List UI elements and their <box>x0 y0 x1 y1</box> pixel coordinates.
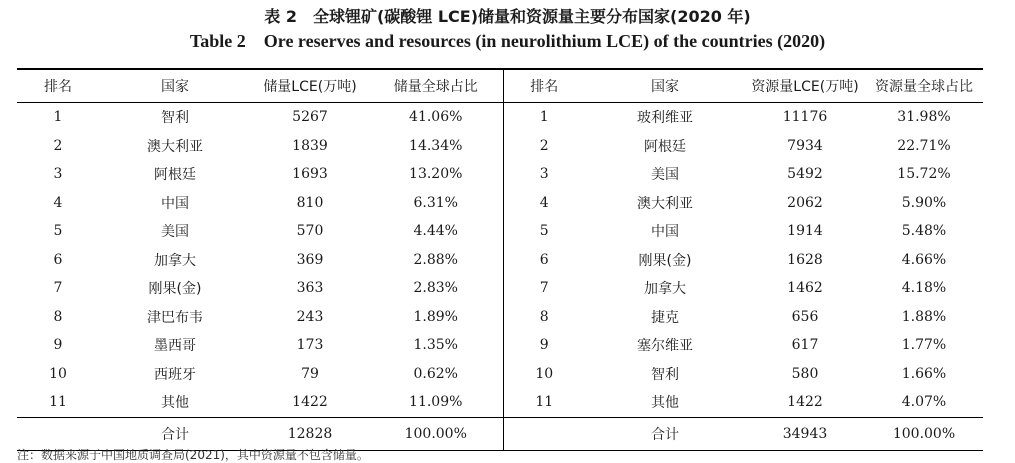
total-reserves-share: 100.00% <box>369 417 503 450</box>
cell-reserves-share: 1.89% <box>369 303 503 332</box>
cell-country-2: 美国 <box>651 167 679 184</box>
cell-rank-2: 7 <box>539 280 549 297</box>
total-resources-value: 34943 <box>745 417 865 450</box>
cell-resources: 1914 <box>787 223 823 240</box>
cell-resources: 617 <box>791 337 819 354</box>
cell-resources-share: 31.98% <box>897 109 951 126</box>
table-note: 注：数据来源于中国地质调查局(2021)，其中资源量不包含储量。 <box>17 448 369 462</box>
cell-resources-share: 1.88% <box>901 308 947 325</box>
cell-country: 阿根廷 <box>154 167 196 184</box>
cell-rank: 1 <box>53 109 63 126</box>
table-row <box>17 388 983 417</box>
table-row <box>17 217 983 246</box>
cell-country: 墨西哥 <box>154 338 196 355</box>
cell-resources: 1462 <box>787 280 823 297</box>
cell-reserves: 79 <box>301 365 319 382</box>
cell-country: 其他 <box>161 395 189 412</box>
cell-reserves: 173 <box>296 337 324 354</box>
cell-rank: 4 <box>53 194 63 211</box>
cell-reserves: 1839 <box>292 137 328 154</box>
cell-country-2: 刚果(金) <box>638 252 692 269</box>
cell-rank-2: 11 <box>535 394 554 411</box>
cell-rank-2: 3 <box>539 166 549 183</box>
cell-reserves-share: 13.20% <box>369 160 503 189</box>
cell-rank: 3 <box>53 166 63 183</box>
cell-rank-2: 9 <box>539 337 549 354</box>
cell-reserves-share: 6.31% <box>369 189 503 218</box>
cell-country: 智利 <box>161 110 189 127</box>
cell-reserves: 243 <box>296 308 324 325</box>
cell-country-2: 玻利维亚 <box>637 110 693 127</box>
cell-rank: 9 <box>53 337 63 354</box>
cell-rank-2: 5 <box>539 223 549 240</box>
total-reserves-value: 12828 <box>251 417 369 450</box>
cell-reserves-share: 4.44% <box>369 217 503 246</box>
cell-rank-2: 4 <box>539 194 549 211</box>
cell-rank-2: 8 <box>539 308 549 325</box>
reserves-resources-table <box>17 68 983 451</box>
cell-resources: 580 <box>791 365 819 382</box>
table-row <box>17 189 983 218</box>
cell-resources-share: 22.71% <box>897 137 951 154</box>
table-title-chinese: 表 2 全球锂矿(碳酸锂 LCE)储量和资源量主要分布国家(2020 年) <box>264 7 751 26</box>
cell-resources: 7934 <box>787 137 823 154</box>
cell-rank: 8 <box>53 308 63 325</box>
cell-rank-2: 1 <box>539 109 549 126</box>
cell-reserves-share: 0.62% <box>369 360 503 389</box>
table-title-english: Table 2 Ore reserves and resources (in neurolithium LCE) of the countries (2020) <box>189 31 826 51</box>
header-resources-share: 资源量全球占比 <box>865 69 983 103</box>
header-row <box>17 69 983 103</box>
cell-resources: 1628 <box>787 251 823 268</box>
cell-rank: 6 <box>53 251 63 268</box>
header-reserves: 储量LCE(万吨) <box>251 69 369 103</box>
cell-resources-share: 4.66% <box>901 251 947 268</box>
cell-resources: 5492 <box>787 166 823 183</box>
cell-country-2: 其他 <box>651 395 679 412</box>
table-row <box>17 360 983 389</box>
cell-resources-share: 4.18% <box>901 280 947 297</box>
cell-resources-share: 1.66% <box>901 365 947 382</box>
cell-reserves: 1422 <box>292 394 328 411</box>
cell-country: 澳大利亚 <box>147 138 203 155</box>
cell-reserves: 810 <box>296 194 324 211</box>
cell-rank-2: 6 <box>539 251 549 268</box>
cell-country: 加拿大 <box>154 252 196 269</box>
cell-country-2: 澳大利亚 <box>637 195 693 212</box>
table-row <box>17 132 983 161</box>
cell-country-2: 中国 <box>651 224 679 241</box>
table-row <box>17 274 983 303</box>
data-table <box>17 68 983 451</box>
cell-country: 刚果(金) <box>148 281 202 298</box>
cell-rank: 5 <box>53 223 63 240</box>
cell-country-2: 阿根廷 <box>644 138 686 155</box>
cell-resources-share: 5.48% <box>901 223 947 240</box>
table-row <box>17 303 983 332</box>
cell-reserves: 5267 <box>292 109 328 126</box>
cell-rank: 7 <box>53 280 63 297</box>
cell-rank: 2 <box>53 137 63 154</box>
cell-reserves: 570 <box>296 223 324 240</box>
total-resources-share: 100.00% <box>865 417 983 450</box>
cell-country-2: 捷克 <box>651 309 679 326</box>
cell-resources-share: 1.77% <box>901 337 947 354</box>
cell-country: 西班牙 <box>154 366 196 383</box>
cell-reserves-share: 1.35% <box>369 331 503 360</box>
cell-rank-2: 10 <box>535 365 554 382</box>
cell-country-2: 塞尔维亚 <box>637 338 693 355</box>
table-row <box>17 103 983 132</box>
cell-reserves-share: 2.83% <box>369 274 503 303</box>
cell-resources-share: 5.90% <box>901 194 947 211</box>
table-row <box>17 331 983 360</box>
header-reserves-share: 储量全球占比 <box>369 69 503 103</box>
cell-country-2: 智利 <box>651 366 679 383</box>
cell-reserves-share: 41.06% <box>369 103 503 132</box>
cell-country-2: 加拿大 <box>644 281 686 298</box>
header-resources: 资源量LCE(万吨) <box>745 69 865 103</box>
cell-resources: 2062 <box>787 194 823 211</box>
cell-reserves: 1693 <box>292 166 328 183</box>
cell-resources-share: 4.07% <box>901 394 947 411</box>
cell-reserves: 363 <box>296 280 324 297</box>
total-label-resources: 合计 <box>585 417 745 450</box>
cell-rank-2: 2 <box>539 137 549 154</box>
table-row <box>17 160 983 189</box>
table-row <box>17 246 983 275</box>
cell-country: 津巴布韦 <box>147 309 203 326</box>
cell-reserves-share: 14.34% <box>369 132 503 161</box>
total-label-reserves: 合计 <box>99 417 251 450</box>
header-country: 国家 <box>99 69 251 103</box>
header-country-2: 国家 <box>585 69 745 103</box>
cell-rank: 11 <box>49 394 67 411</box>
cell-rank: 10 <box>49 365 67 382</box>
header-rank: 排名 <box>17 69 99 103</box>
cell-country: 美国 <box>161 224 189 241</box>
cell-resources-share: 15.72% <box>897 166 951 183</box>
cell-reserves: 369 <box>296 251 324 268</box>
cell-reserves-share: 2.88% <box>369 246 503 275</box>
cell-resources: 1422 <box>787 394 823 411</box>
cell-resources: 656 <box>791 308 819 325</box>
cell-resources: 11176 <box>782 109 828 126</box>
cell-reserves-share: 11.09% <box>369 388 503 417</box>
header-rank-2: 排名 <box>503 69 585 103</box>
cell-country: 中国 <box>161 195 189 212</box>
